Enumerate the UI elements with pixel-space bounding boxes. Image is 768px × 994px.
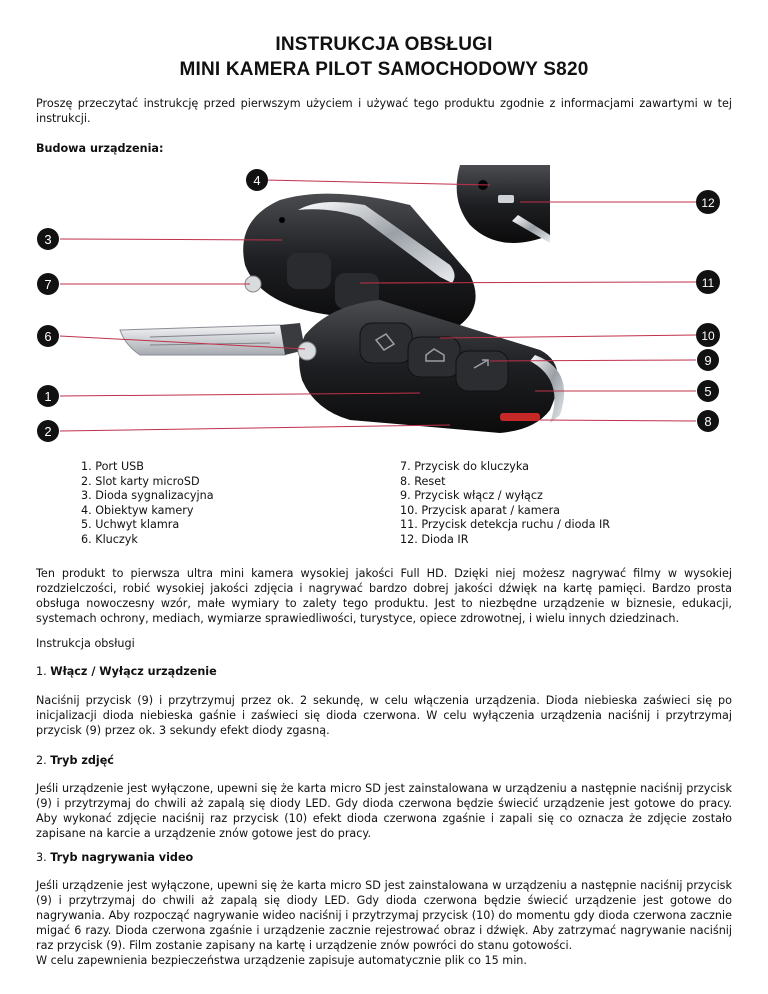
callout-2 bbox=[37, 420, 59, 442]
callout-8 bbox=[697, 410, 719, 432]
legend-right bbox=[400, 460, 610, 548]
section-number: 1. bbox=[36, 665, 51, 678]
section-number: 2. bbox=[36, 754, 51, 767]
callout-11-label: 11 bbox=[701, 276, 715, 290]
legend-item: 4. Obiektyw kamery bbox=[81, 503, 194, 517]
legend-item: 1. Port USB bbox=[81, 460, 144, 473]
zoom-detail bbox=[457, 165, 550, 243]
device-figure bbox=[30, 165, 738, 450]
legend-item: 3. Dioda sygnalizacyjna bbox=[81, 489, 214, 503]
legend-item: 11. Przycisk detekcja ruchu / dioda IR bbox=[400, 518, 611, 532]
callout-3 bbox=[37, 228, 59, 250]
callout-10-label: 10 bbox=[701, 329, 715, 343]
section-title: Tryb nagrywania video bbox=[50, 851, 194, 864]
callout-12 bbox=[696, 190, 720, 214]
legend-left bbox=[81, 460, 214, 548]
callout-5-label: 5 bbox=[704, 384, 712, 399]
legend-item: 6. Kluczyk bbox=[81, 532, 138, 546]
callout-11 bbox=[696, 270, 720, 294]
legend-item: 12. Dioda IR bbox=[400, 532, 469, 546]
section3-text: Jeśli urządzenie jest wyłączone, upewni się że karta micro SD jest zainstalowana w urządzeniu a następnie naciśnij przycisk (9) i przytrzymaj do chwili aż zapalą się diody LED. Gdy dioda czerwona będzie świecić urządzenie jest gotowe do nagrywania. Aby rozpocząć nagrywanie wideo naciśnij i przytrzymaj przycisk (10) do momentu gdy dioda czerwona zacznie migać 6 razy. Dioda czerwona zgaśnie i urządzenie zacznie rejestrować obraz i dźwięk. Aby zatrzymać nagrywanie naciśnij raz przycisk (9). Film zostanie zapisany na kartę i urządzenie znów powróci do stanu gotowości. bbox=[36, 879, 732, 952]
intro-paragraph: Proszę przeczytać instrukcję przed pierwszym użyciem i używać tego produktu zgodnie z informacjami zawartymi w tej instrukcji. bbox=[36, 97, 732, 125]
section1-text: Naciśnij przycisk (9) i przytrzymuj przez ok. 2 sekundę, w celu włączenia urządzenia. Dioda niebieska zaświeci się po inicjalizacji dioda niebieska gaśnie i zaświeci się dioda czerwona. W celu wyłączenia urządzenia naciśnij i przytrzymaj przycisk (9) przez ok. 3 sekundy efekt diody zgasną. bbox=[36, 694, 732, 737]
callout-4-label: 4 bbox=[253, 173, 261, 188]
document-title-line1: INSTRUKCJA OBSŁUGI bbox=[275, 34, 493, 55]
legend-item: 10. Przycisk aparat / kamera bbox=[400, 503, 561, 517]
section1-heading bbox=[36, 664, 732, 679]
callout-9 bbox=[697, 349, 719, 371]
callout-7 bbox=[37, 273, 59, 295]
callout-1 bbox=[37, 385, 59, 407]
callout-5 bbox=[697, 380, 719, 402]
key-blade bbox=[120, 323, 305, 355]
callout-6 bbox=[37, 325, 59, 347]
section3-note: W celu zapewnienia bezpieczeństwa urządzenie zapisuje automatycznie plik co 15 min. bbox=[36, 954, 527, 967]
legend-item: 2. Slot karty microSD bbox=[81, 474, 200, 488]
callout-6-label: 6 bbox=[44, 329, 52, 344]
section-title: Włącz / Wyłącz urządzenie bbox=[50, 665, 217, 678]
section2-heading bbox=[36, 753, 732, 768]
callout-8-label: 8 bbox=[704, 414, 712, 429]
section2-text: Jeśli urządzenie jest wyłączone, upewni się że karta micro SD jest zainstalowana w urządzeniu a następnie naciśnij przycisk (9) i przytrzymaj do chwili aż zapalą się diody LED. Gdy dioda czerwona będzie świecić urządzenie jest gotowe do pracy. Aby wykonać zdjęcie naciśnij raz przycisk (10) efekt dioda czerwona zgaśnie i zapali się co oznacza że zdjęcie zostało zapisane na karcie a urządzenie znów gotowe jest do pracy. bbox=[36, 782, 732, 840]
legend-item: 7. Przycisk do kluczyka bbox=[400, 460, 529, 473]
section3-heading bbox=[36, 850, 732, 865]
callout-2-label: 2 bbox=[44, 424, 52, 439]
callout-10 bbox=[696, 323, 720, 347]
callout-3-label: 3 bbox=[44, 232, 52, 247]
section-title: Tryb zdjęć bbox=[50, 754, 114, 767]
callout-1-label: 1 bbox=[44, 389, 52, 404]
legend-item: 9. Przycisk włącz / wyłącz bbox=[400, 489, 543, 503]
legend-item: 8. Reset bbox=[400, 474, 446, 488]
description-paragraph: Ten produkt to pierwsza ultra mini kamera wysokiej jakości Full HD. Dzięki niej możesz nagrywać filmy w wysokiej rozdzielczości, robić wysokiej jakości zdjęcia i nagrywać bardzo dobrej jakości dźwięk na kartę pamięci. Bardzo prosta obsługa nowoczesny wzór, małe wymiary to zalety tego produktu. Jest to niezbędne urządzenie w biznesie, edukacji, systemach ochrony, mediach, wymiarze sprawiedliwości, turystyce, opiece zdrowotnej, i wielu innych dziedzinach. bbox=[36, 567, 732, 625]
section-number: 3. bbox=[36, 851, 51, 864]
callout-12-label: 12 bbox=[701, 196, 715, 210]
construction-heading: Budowa urządzenia: bbox=[36, 142, 164, 155]
callout-7-label: 7 bbox=[44, 277, 52, 292]
document-title-line2: MINI KAMERA PILOT SAMOCHODOWY S820 bbox=[179, 59, 589, 80]
callout-9-label: 9 bbox=[704, 353, 712, 368]
callout-4 bbox=[246, 169, 268, 191]
legend-item: 5. Uchwyt klamra bbox=[81, 518, 180, 532]
instructions-label: Instrukcja obsługi bbox=[36, 637, 135, 650]
